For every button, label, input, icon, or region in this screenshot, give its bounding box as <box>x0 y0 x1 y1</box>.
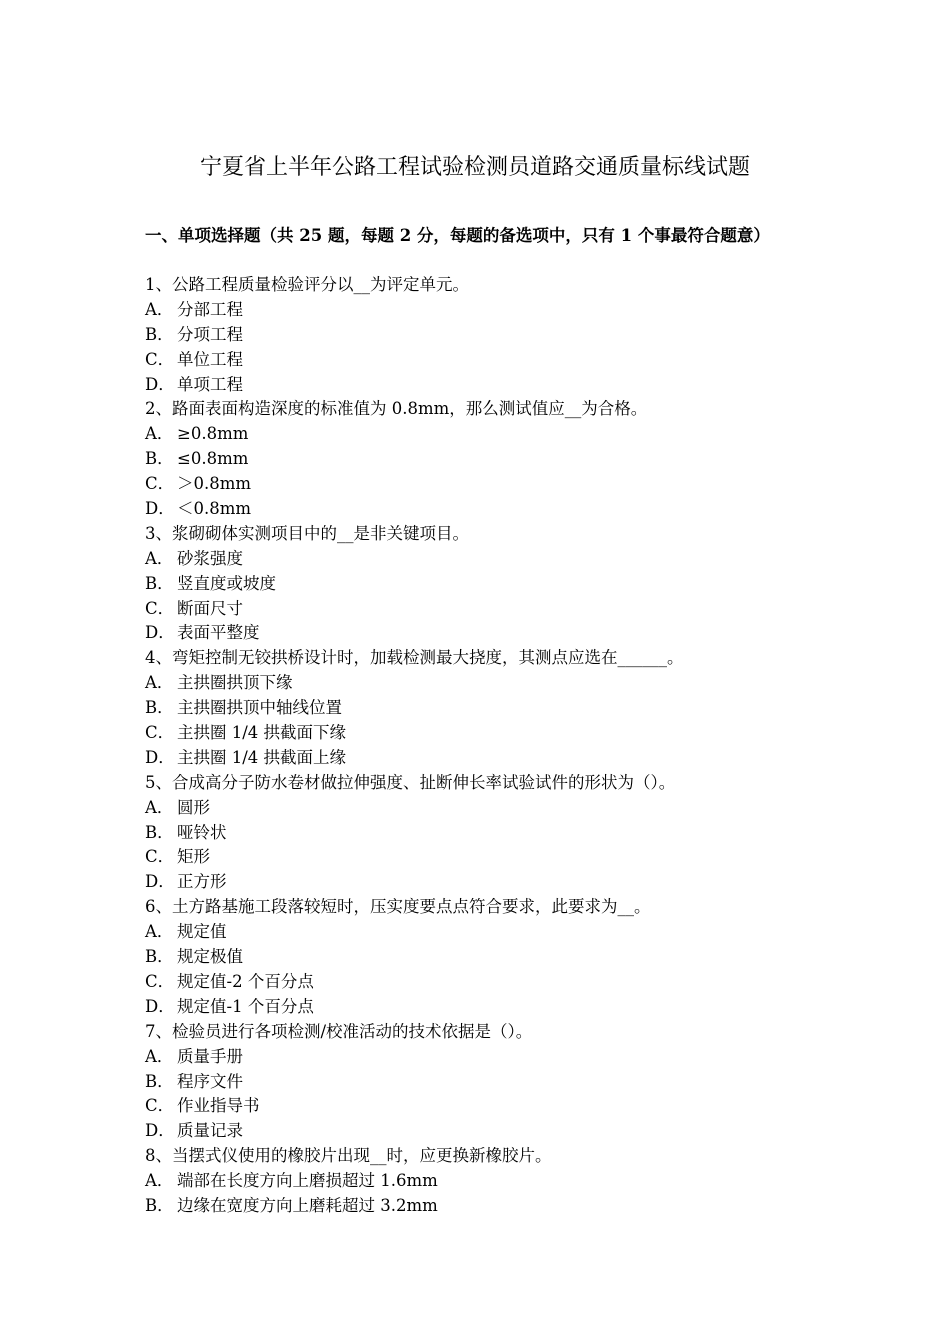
option-letter: D． <box>145 872 175 892</box>
option-text: 规定值-2 个百分点 <box>177 971 314 991</box>
answer-option <box>145 422 810 447</box>
option-text: 矩形 <box>177 847 210 867</box>
option-letter: D． <box>145 747 175 767</box>
option-text: 主拱圈拱顶中轴线位置 <box>177 698 342 718</box>
answer-option <box>145 696 810 721</box>
option-text: ＜0.8mm <box>177 499 252 519</box>
option-text: 主拱圈 1/4 拱截面上缘 <box>177 747 347 767</box>
option-text: 规定极值 <box>177 947 243 967</box>
question-item <box>145 522 810 646</box>
question-list <box>145 273 810 1219</box>
answer-option <box>145 1070 810 1095</box>
question-stem: 3、浆砌砌体实测项目中的__是非关键项目。 <box>145 523 469 543</box>
answer-option <box>145 796 810 821</box>
answer-option <box>145 447 810 472</box>
answer-option <box>145 945 810 970</box>
option-letter: D． <box>145 374 175 394</box>
section-heading: 一、单项选择题（共 25 题，每题 2 分，每题的备选项中，只有 1 个事最符合题意） <box>145 226 770 245</box>
answer-option <box>145 671 810 696</box>
question-item <box>145 1020 810 1144</box>
option-letter: A． <box>145 424 174 444</box>
option-text: 质量记录 <box>177 1121 243 1141</box>
option-text: 端部在长度方向上磨损超过 1.6mm <box>177 1171 438 1191</box>
option-letter: B． <box>145 573 174 593</box>
option-text: ≤0.8mm <box>177 449 249 469</box>
answer-option <box>145 995 810 1020</box>
document-title: 宁夏省上半年公路工程试验检测员道路交通质量标线试题 <box>199 155 750 180</box>
question-item <box>145 273 810 397</box>
option-text: 竖直度或坡度 <box>177 573 276 593</box>
option-text: 主拱圈拱顶下缘 <box>177 673 293 693</box>
answer-option <box>145 597 810 622</box>
answer-option <box>145 547 810 572</box>
option-text: 断面尺寸 <box>177 598 243 618</box>
option-letter: C． <box>145 1096 175 1116</box>
option-letter: B． <box>145 449 174 469</box>
answer-option <box>145 1119 810 1144</box>
answer-option <box>145 298 810 323</box>
answer-option <box>145 821 810 846</box>
option-letter: A． <box>145 1046 174 1066</box>
option-letter: C． <box>145 474 175 494</box>
question-item <box>145 646 810 770</box>
option-letter: B． <box>145 947 174 967</box>
option-text: 边缘在宽度方向上磨耗超过 3.2mm <box>177 1195 438 1215</box>
answer-option <box>145 1169 810 1194</box>
option-letter: C． <box>145 847 175 867</box>
option-text: 哑铃状 <box>177 822 227 842</box>
option-letter: C． <box>145 723 175 743</box>
answer-option <box>145 348 810 373</box>
option-text: 砂浆强度 <box>177 548 243 568</box>
answer-option <box>145 323 810 348</box>
option-letter: C． <box>145 349 175 369</box>
option-letter: D． <box>145 499 175 519</box>
option-letter: D． <box>145 623 175 643</box>
question-item <box>145 895 810 1019</box>
answer-option <box>145 621 810 646</box>
answer-option <box>145 1094 810 1119</box>
question-item <box>145 771 810 895</box>
answer-option <box>145 920 810 945</box>
answer-option <box>145 1045 810 1070</box>
option-letter: A． <box>145 548 174 568</box>
option-letter: B． <box>145 822 174 842</box>
answer-option <box>145 845 810 870</box>
answer-option <box>145 472 810 497</box>
option-text: 表面平整度 <box>177 623 260 643</box>
answer-option <box>145 497 810 522</box>
option-letter: A． <box>145 797 174 817</box>
question-stem: 5、合成高分子防水卷材做拉伸强度、扯断伸长率试验试件的形状为（）。 <box>145 772 676 792</box>
option-text: 单位工程 <box>177 349 243 369</box>
option-letter: D． <box>145 1121 175 1141</box>
option-text: 规定值-1 个百分点 <box>177 996 314 1016</box>
answer-option <box>145 373 810 398</box>
option-text: 单项工程 <box>177 374 243 394</box>
option-text: ≥0.8mm <box>177 424 249 444</box>
option-text: ＞0.8mm <box>177 474 252 494</box>
answer-option <box>145 870 810 895</box>
option-letter: B． <box>145 1071 174 1091</box>
option-letter: D． <box>145 996 175 1016</box>
option-letter: B． <box>145 1195 174 1215</box>
question-item <box>145 397 810 521</box>
answer-option <box>145 721 810 746</box>
answer-option <box>145 1194 810 1219</box>
answer-option <box>145 572 810 597</box>
question-stem: 8、当摆式仪使用的橡胶片出现__时，应更换新橡胶片。 <box>145 1146 552 1166</box>
option-letter: B． <box>145 324 174 344</box>
option-text: 主拱圈 1/4 拱截面下缘 <box>177 723 347 743</box>
option-text: 正方形 <box>177 872 227 892</box>
option-text: 作业指导书 <box>177 1096 260 1116</box>
option-letter: A． <box>145 673 174 693</box>
question-stem: 7、检验员进行各项检测/校准活动的技术依据是（）。 <box>145 1021 533 1041</box>
option-text: 规定值 <box>177 922 227 942</box>
option-text: 圆形 <box>177 797 210 817</box>
answer-option <box>145 970 810 995</box>
option-letter: A． <box>145 922 174 942</box>
option-letter: C． <box>145 598 175 618</box>
option-letter: B． <box>145 698 174 718</box>
question-stem: 6、土方路基施工段落较短时，压实度要点点符合要求，此要求为__。 <box>145 897 651 917</box>
option-letter: C． <box>145 971 175 991</box>
option-text: 分部工程 <box>177 299 243 319</box>
question-stem: 4、弯矩控制无铰拱桥设计时，加载检测最大挠度，其测点应选在______。 <box>145 648 684 668</box>
answer-option <box>145 746 810 771</box>
question-item <box>145 1144 810 1219</box>
question-stem: 2、路面表面构造深度的标准值为 0.8mm，那么测试值应__为合格。 <box>145 399 648 419</box>
option-text: 程序文件 <box>177 1071 243 1091</box>
question-stem: 1、公路工程质量检验评分以__为评定单元。 <box>145 275 469 294</box>
option-text: 质量手册 <box>177 1046 243 1066</box>
option-letter: A． <box>145 1171 174 1191</box>
option-text: 分项工程 <box>177 324 243 344</box>
option-letter: A． <box>145 299 174 319</box>
